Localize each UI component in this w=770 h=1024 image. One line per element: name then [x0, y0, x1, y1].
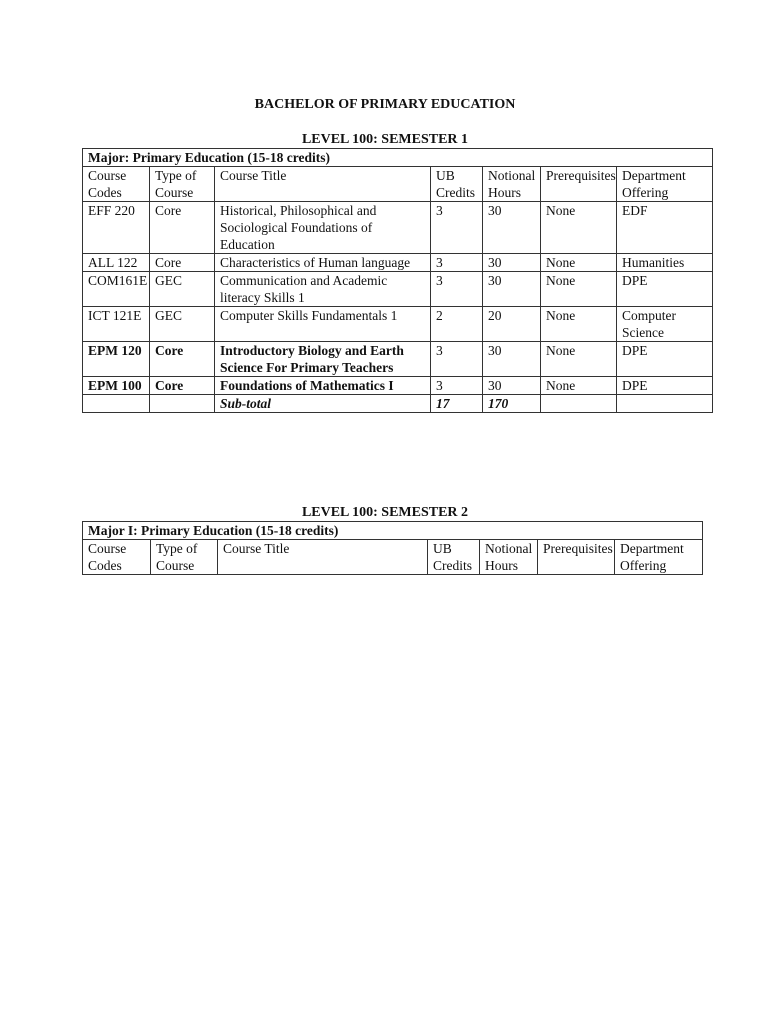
- course-code: EPM 100: [83, 377, 150, 395]
- course-type: GEC: [150, 272, 215, 307]
- course-code: EPM 120: [83, 342, 150, 377]
- department: Humanities: [617, 254, 713, 272]
- header-prerequisites: Prerequisites: [538, 540, 615, 575]
- course-row: [83, 342, 713, 377]
- department: DPE: [617, 272, 713, 307]
- header-type-of-course: Type of Course: [150, 167, 215, 202]
- ub-credits: 3: [431, 202, 483, 254]
- empty-cell: [83, 395, 150, 413]
- course-row: [83, 377, 713, 395]
- header-course-codes: Course Codes: [83, 167, 150, 202]
- subtotal-label: Sub-total: [215, 395, 431, 413]
- header-ub-credits: UB Credits: [431, 167, 483, 202]
- semester-2-heading: LEVEL 100: SEMESTER 2: [301, 505, 469, 520]
- department: EDF: [617, 202, 713, 254]
- prerequisites: None: [541, 254, 617, 272]
- header-ub-credits: UB Credits: [428, 540, 480, 575]
- header-course-title: Course Title: [215, 167, 431, 202]
- course-row: [83, 254, 713, 272]
- ub-credits: 3: [431, 342, 483, 377]
- document-title: BACHELOR OF PRIMARY EDUCATION: [254, 97, 516, 112]
- header-course-title: Course Title: [218, 540, 428, 575]
- course-code: ICT 121E: [83, 307, 150, 342]
- ub-credits: 2: [431, 307, 483, 342]
- header-notional-hours: Notional Hours: [480, 540, 538, 575]
- semester-1-heading: LEVEL 100: SEMESTER 1: [301, 132, 469, 147]
- notional-hours: 30: [483, 377, 541, 395]
- course-row: [83, 202, 713, 254]
- prerequisites: None: [541, 342, 617, 377]
- header-department-offering: Department Offering: [617, 167, 713, 202]
- course-title: Foundations of Mathematics I: [215, 377, 431, 395]
- major-label: Major: Primary Education (15-18 credits): [83, 149, 713, 167]
- subtotal-hours: 170: [483, 395, 541, 413]
- course-type: Core: [150, 377, 215, 395]
- course-title: Characteristics of Human language: [215, 254, 431, 272]
- prerequisites: None: [541, 377, 617, 395]
- prerequisites: None: [541, 307, 617, 342]
- notional-hours: 30: [483, 202, 541, 254]
- empty-cell: [150, 395, 215, 413]
- semester-1-table: [82, 148, 713, 413]
- course-code: EFF 220: [83, 202, 150, 254]
- department: Computer Science: [617, 307, 713, 342]
- semester-2-table: [82, 521, 703, 575]
- empty-cell: [541, 395, 617, 413]
- header-course-codes: Course Codes: [83, 540, 151, 575]
- course-type: Core: [150, 254, 215, 272]
- ub-credits: 3: [431, 377, 483, 395]
- ub-credits: 3: [431, 272, 483, 307]
- header-row: [83, 167, 713, 202]
- course-code: COM161E: [83, 272, 150, 307]
- course-title: Communication and Academic literacy Skills 1: [215, 272, 431, 307]
- course-code: ALL 122: [83, 254, 150, 272]
- course-title: Introductory Biology and Earth Science For Primary Teachers: [215, 342, 431, 377]
- notional-hours: 20: [483, 307, 541, 342]
- header-department-offering: Department Offering: [615, 540, 703, 575]
- course-type: Core: [150, 202, 215, 254]
- prerequisites: None: [541, 202, 617, 254]
- subtotal-credits: 17: [431, 395, 483, 413]
- header-notional-hours: Notional Hours: [483, 167, 541, 202]
- course-type: GEC: [150, 307, 215, 342]
- major-row: [83, 522, 703, 540]
- ub-credits: 3: [431, 254, 483, 272]
- major-row: [83, 149, 713, 167]
- course-row: [83, 307, 713, 342]
- department: DPE: [617, 342, 713, 377]
- course-row: [83, 272, 713, 307]
- notional-hours: 30: [483, 342, 541, 377]
- notional-hours: 30: [483, 272, 541, 307]
- empty-cell: [617, 395, 713, 413]
- notional-hours: 30: [483, 254, 541, 272]
- course-title: Historical, Philosophical and Sociological Foundations of Education: [215, 202, 431, 254]
- subtotal-row: [83, 395, 713, 413]
- course-title: Computer Skills Fundamentals 1: [215, 307, 431, 342]
- course-type: Core: [150, 342, 215, 377]
- header-type-of-course: Type of Course: [151, 540, 218, 575]
- header-row: [83, 540, 703, 575]
- department: DPE: [617, 377, 713, 395]
- header-prerequisites: Prerequisites: [541, 167, 617, 202]
- prerequisites: None: [541, 272, 617, 307]
- major-label: Major I: Primary Education (15-18 credits): [83, 522, 703, 540]
